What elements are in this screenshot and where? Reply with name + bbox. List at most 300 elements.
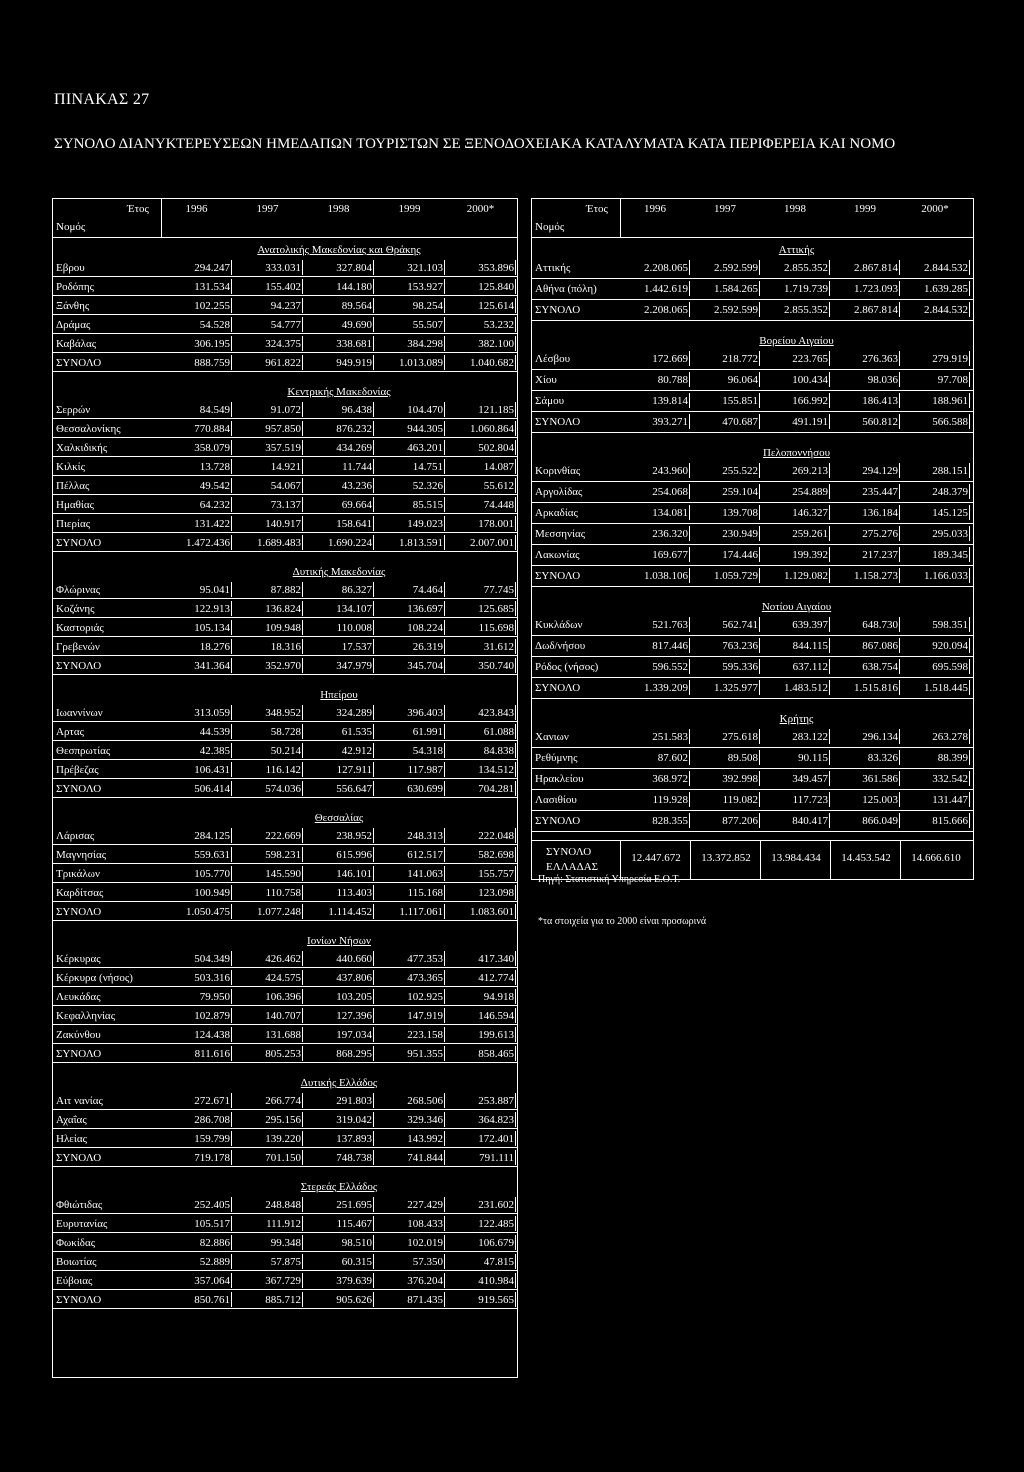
value-cell: 136.184 <box>862 507 898 519</box>
value-cell: 2.844.532 <box>924 304 968 316</box>
value-cell: 1.584.265 <box>714 283 758 295</box>
value-cell: 43.236 <box>341 480 372 492</box>
cell-separator <box>515 951 516 966</box>
value-cell: 1.518.445 <box>924 682 968 694</box>
value-cell: 1.639.285 <box>924 283 968 295</box>
table-row <box>53 1195 517 1214</box>
value-cell: 1.060.864 <box>470 423 514 435</box>
table-row <box>53 258 517 277</box>
value-cell: 1.719.739 <box>784 283 828 295</box>
value-cell: 115.467 <box>336 1218 372 1230</box>
value-cell: 885.712 <box>265 1294 301 1306</box>
header-separator <box>620 199 621 237</box>
table-row <box>532 300 973 321</box>
year-header: 1998 <box>327 203 350 215</box>
value-cell: 338.681 <box>336 338 372 350</box>
value-cell: 125.840 <box>478 281 514 293</box>
prefecture-name: ΣΥΝΟΛΟ <box>535 570 581 582</box>
value-cell: 54.318 <box>412 745 443 757</box>
prefecture-name: Φλώρινας <box>56 584 101 596</box>
value-cell: 345.704 <box>407 660 443 672</box>
value-cell: 80.788 <box>657 374 688 386</box>
value-cell: 920.094 <box>932 640 968 652</box>
region-heading: Θεσσαλίας <box>314 812 364 824</box>
prefecture-name: Αιτ νανίας <box>56 1095 103 1107</box>
cell-separator <box>515 885 516 900</box>
value-cell: 473.365 <box>407 972 443 984</box>
value-cell: 324.289 <box>336 707 372 719</box>
value-cell: 701.150 <box>265 1152 301 1164</box>
value-cell: 117.723 <box>792 794 828 806</box>
value-cell: 248.313 <box>407 830 443 842</box>
cell-separator <box>515 781 516 796</box>
value-cell: 595.336 <box>722 661 758 673</box>
cell-separator <box>515 1197 516 1212</box>
prefecture-name: ΣΥΝΟΛΟ <box>56 783 102 795</box>
value-cell: 52.889 <box>199 1256 230 1268</box>
value-cell: 235.447 <box>862 486 898 498</box>
prefecture-name: Ηρακλείου <box>535 773 584 785</box>
value-cell: 639.397 <box>792 619 828 631</box>
cell-separator <box>969 659 970 674</box>
value-cell: 89.508 <box>727 752 758 764</box>
table-row <box>53 277 517 296</box>
prefecture-name: Μαγνησίας <box>56 849 107 861</box>
value-cell: 868.295 <box>336 1048 372 1060</box>
value-cell: 503.316 <box>194 972 230 984</box>
value-cell: 97.708 <box>937 374 968 386</box>
value-cell: 840.417 <box>792 815 828 827</box>
prefecture-name: Κοζάνης <box>56 603 95 615</box>
value-cell: 1.689.483 <box>257 537 301 549</box>
value-cell: 83.326 <box>867 752 898 764</box>
year-header: 1999 <box>398 203 421 215</box>
value-cell: 2.592.599 <box>714 304 758 316</box>
value-cell: 57.350 <box>412 1256 443 1268</box>
prefecture-name: Λακωνίας <box>535 549 580 561</box>
table-row <box>53 864 517 883</box>
value-cell: 139.220 <box>265 1133 301 1145</box>
value-cell: 155.851 <box>722 395 758 407</box>
cell-separator <box>515 582 516 597</box>
prefecture-name: Λασιθίου <box>535 794 577 806</box>
value-cell: 50.214 <box>270 745 301 757</box>
value-cell: 90.115 <box>798 752 828 764</box>
cell-separator <box>515 762 516 777</box>
value-cell: 131.447 <box>932 794 968 806</box>
value-cell: 103.205 <box>336 991 372 1003</box>
value-cell: 124.438 <box>194 1029 230 1041</box>
value-cell: 491.191 <box>792 416 828 428</box>
value-cell: 888.759 <box>194 357 230 369</box>
table-row <box>53 1148 517 1167</box>
value-cell: 57.875 <box>270 1256 301 1268</box>
value-cell: 255.522 <box>722 465 758 477</box>
value-cell: 347.979 <box>336 660 372 672</box>
value-cell: 102.255 <box>194 300 230 312</box>
prefecture-name: Φωκίδας <box>56 1237 96 1249</box>
cell-separator <box>969 547 970 562</box>
value-cell: 521.763 <box>652 619 688 631</box>
year-header: 1998 <box>784 203 806 215</box>
value-cell: 2.208.065 <box>644 262 688 274</box>
value-cell: 905.626 <box>336 1294 372 1306</box>
prefecture-name: Σερρών <box>56 404 91 416</box>
year-header-label: Έτος <box>127 203 149 215</box>
year-header-label: Έτος <box>586 203 608 215</box>
value-cell: 1.038.106 <box>644 570 688 582</box>
prefecture-name: Εύβοιας <box>56 1275 93 1287</box>
year-header: 2000* <box>921 203 949 215</box>
value-cell: 1.013.089 <box>399 357 443 369</box>
table-row <box>532 524 973 545</box>
table-row <box>532 391 973 412</box>
value-cell: 111.912 <box>266 1218 301 1230</box>
value-cell: 123.098 <box>478 887 514 899</box>
value-cell: 630.699 <box>407 783 443 795</box>
prefecture-name: Ρεθύμνης <box>535 752 578 764</box>
cell-separator <box>515 743 516 758</box>
cell-separator <box>969 771 970 786</box>
region-heading: Στερεάς Ελλάδος <box>300 1181 378 1193</box>
prefecture-header-label: Νομός <box>56 221 86 233</box>
value-cell: 139.814 <box>652 395 688 407</box>
value-cell: 49.690 <box>341 319 372 331</box>
table-row <box>532 279 973 300</box>
value-cell: 877.206 <box>722 815 758 827</box>
value-cell: 423.843 <box>478 707 514 719</box>
value-cell: 13.728 <box>199 461 230 473</box>
section-gap <box>53 552 517 560</box>
value-cell: 61.088 <box>483 726 514 738</box>
cell-separator <box>515 355 516 370</box>
cell-separator <box>515 535 516 550</box>
prefecture-name: Γρεβενών <box>56 641 100 653</box>
cell-separator <box>515 1093 516 1108</box>
value-cell: 615.996 <box>336 849 372 861</box>
table-row <box>532 258 973 279</box>
prefecture-name: Ρόδος (νήσος) <box>535 661 599 673</box>
value-cell: 876.232 <box>336 423 372 435</box>
value-cell: 53.232 <box>483 319 514 331</box>
value-cell: 143.992 <box>407 1133 443 1145</box>
value-cell: 805.253 <box>265 1048 301 1060</box>
prefecture-name: ΣΥΝΟΛΟ <box>56 660 102 672</box>
value-cell: 44.539 <box>199 726 230 738</box>
value-cell: 61.535 <box>341 726 372 738</box>
value-cell: 1.723.093 <box>854 283 898 295</box>
value-cell: 719.178 <box>194 1152 230 1164</box>
value-cell: 89.564 <box>341 300 372 312</box>
table-row <box>53 949 517 968</box>
value-cell: 55.507 <box>412 319 443 331</box>
table-row <box>53 703 517 722</box>
prefecture-name: Αρτας <box>56 726 84 738</box>
value-cell: 817.446 <box>652 640 688 652</box>
prefecture-name: ΣΥΝΟΛΟ <box>56 1152 102 1164</box>
table-row <box>53 296 517 315</box>
value-cell: 125.685 <box>478 603 514 615</box>
cell-separator <box>515 1254 516 1269</box>
year-header: 1997 <box>256 203 279 215</box>
value-cell: 867.086 <box>862 640 898 652</box>
prefecture-name: Πέλλας <box>56 480 90 492</box>
value-cell: 31.612 <box>483 641 514 653</box>
value-cell: 279.919 <box>932 353 968 365</box>
source-note: Πηγή: Στατιστική Υπηρεσία Ε.Ο.Τ. <box>538 874 681 885</box>
value-cell: 140.707 <box>265 1010 301 1022</box>
value-cell: 17.537 <box>341 641 372 653</box>
value-cell: 412.774 <box>478 972 514 984</box>
value-cell: 100.434 <box>792 374 828 386</box>
cell-separator <box>969 568 970 583</box>
cell-separator <box>515 970 516 985</box>
prefecture-name: ΣΥΝΟΛΟ <box>56 357 102 369</box>
cell-separator <box>515 620 516 635</box>
prefecture-name: Ημαθίας <box>56 499 94 511</box>
year-header: 1999 <box>854 203 876 215</box>
value-cell: 1.114.452 <box>328 906 372 918</box>
value-cell: 350.740 <box>478 660 514 672</box>
cell-separator <box>515 989 516 1004</box>
cell-separator <box>969 792 970 807</box>
value-cell: 222.048 <box>478 830 514 842</box>
value-cell: 1.483.512 <box>784 682 828 694</box>
value-cell: 329.346 <box>407 1114 443 1126</box>
value-cell: 253.887 <box>478 1095 514 1107</box>
value-cell: 434.269 <box>336 442 372 454</box>
value-cell: 393.271 <box>652 416 688 428</box>
cell-separator <box>515 828 516 843</box>
table-row <box>53 902 517 921</box>
cell-separator <box>515 866 516 881</box>
table-row <box>532 461 973 482</box>
cell-separator <box>969 617 970 632</box>
region-heading: Ανατολικής Μακεδονίας και Θράκης <box>257 244 421 256</box>
value-cell: 11.744 <box>342 461 372 473</box>
prefecture-name: Μεσσηνίας <box>535 528 586 540</box>
value-cell: 1.050.475 <box>186 906 230 918</box>
value-cell: 259.261 <box>792 528 828 540</box>
value-cell: 295.033 <box>932 528 968 540</box>
value-cell: 217.237 <box>862 549 898 561</box>
prefecture-name: Κέρκυρας <box>56 953 101 965</box>
table-row <box>532 636 973 657</box>
value-cell: 131.422 <box>194 518 230 530</box>
section-gap <box>53 675 517 683</box>
right-table <box>531 198 974 880</box>
value-cell: 275.618 <box>722 731 758 743</box>
prefecture-name: Λάρισας <box>56 830 95 842</box>
value-cell: 333.031 <box>265 262 301 274</box>
value-cell: 98.254 <box>412 300 443 312</box>
value-cell: 172.669 <box>652 353 688 365</box>
value-cell: 417.340 <box>478 953 514 965</box>
table-row <box>53 1091 517 1110</box>
prefecture-name: Πιερίας <box>56 518 91 530</box>
prefecture-name: Ζακύνθου <box>56 1029 101 1041</box>
table-row <box>532 657 973 678</box>
value-cell: 850.761 <box>194 1294 230 1306</box>
value-cell: 169.677 <box>652 549 688 561</box>
cell-separator <box>969 260 970 275</box>
value-cell: 949.919 <box>336 357 372 369</box>
cell-separator <box>969 729 970 744</box>
prefecture-name: Καβάλας <box>56 338 97 350</box>
value-cell: 116.142 <box>265 764 301 776</box>
value-cell: 770.884 <box>194 423 230 435</box>
prefecture-name: Κεφαλληνίας <box>56 1010 116 1022</box>
value-cell: 146.327 <box>792 507 828 519</box>
prefecture-name: Θεσσαλονίκης <box>56 423 121 435</box>
cell-separator <box>515 260 516 275</box>
value-cell: 283.122 <box>792 731 828 743</box>
grand-total-value: 14.666.610 <box>911 852 961 864</box>
value-cell: 815.666 <box>932 815 968 827</box>
value-cell: 102.879 <box>194 1010 230 1022</box>
value-cell: 199.613 <box>478 1029 514 1041</box>
value-cell: 957.850 <box>265 423 301 435</box>
section-gap <box>53 1063 517 1071</box>
value-cell: 327.804 <box>336 262 372 274</box>
value-cell: 42.912 <box>341 745 372 757</box>
value-cell: 88.399 <box>937 752 968 764</box>
value-cell: 105.134 <box>194 622 230 634</box>
value-cell: 96.438 <box>341 404 372 416</box>
table-row <box>532 503 973 524</box>
prefecture-name: Χαλκιδικής <box>56 442 108 454</box>
value-cell: 1.442.619 <box>644 283 688 295</box>
value-cell: 119.082 <box>722 794 758 806</box>
value-cell: 248.379 <box>932 486 968 498</box>
section-gap <box>53 1309 517 1317</box>
prefecture-name: Φθιώτιδας <box>56 1199 103 1211</box>
value-cell: 1.339.209 <box>644 682 688 694</box>
value-cell: 230.949 <box>722 528 758 540</box>
value-cell: 113.403 <box>336 887 372 899</box>
section-gap <box>53 1167 517 1175</box>
cell-separator <box>515 1112 516 1127</box>
value-cell: 1.077.248 <box>257 906 301 918</box>
value-cell: 95.041 <box>199 584 230 596</box>
table-row <box>53 618 517 637</box>
value-cell: 266.774 <box>265 1095 301 1107</box>
value-cell: 410.984 <box>478 1275 514 1287</box>
table-row <box>53 1006 517 1025</box>
value-cell: 82.886 <box>199 1237 230 1249</box>
value-cell: 96.064 <box>727 374 758 386</box>
table-row <box>53 637 517 656</box>
value-cell: 125.614 <box>478 300 514 312</box>
value-cell: 506.414 <box>194 783 230 795</box>
value-cell: 140.917 <box>265 518 301 530</box>
region-heading: Πελοποννήσου <box>762 447 831 459</box>
value-cell: 109.948 <box>265 622 301 634</box>
value-cell: 155.757 <box>478 868 514 880</box>
cell-separator <box>515 1273 516 1288</box>
value-cell: 384.298 <box>407 338 443 350</box>
cell-separator <box>515 402 516 417</box>
value-cell: 919.565 <box>478 1294 514 1306</box>
cell-separator <box>515 904 516 919</box>
cell-separator <box>969 414 970 429</box>
value-cell: 94.918 <box>483 991 514 1003</box>
value-cell: 153.927 <box>407 281 443 293</box>
prefecture-name: Χίου <box>535 374 557 386</box>
cell-separator <box>515 1131 516 1146</box>
value-cell: 86.327 <box>341 584 372 596</box>
value-cell: 155.402 <box>265 281 301 293</box>
value-cell: 188.961 <box>932 395 968 407</box>
page-title: ΠΙΝΑΚΑΣ 27 <box>54 91 150 108</box>
value-cell: 306.195 <box>194 338 230 350</box>
value-cell: 2.855.352 <box>784 304 828 316</box>
prefecture-name: Αθήνα (πόλη) <box>535 283 597 295</box>
value-cell: 121.185 <box>478 404 514 416</box>
value-cell: 741.844 <box>407 1152 443 1164</box>
prefecture-name: Αρκαδίας <box>535 507 578 519</box>
value-cell: 119.928 <box>652 794 688 806</box>
region-heading: Βορείου Αιγαίου <box>759 335 834 347</box>
value-cell: 353.896 <box>478 262 514 274</box>
table-row <box>53 1110 517 1129</box>
value-cell: 197.034 <box>336 1029 372 1041</box>
value-cell: 254.068 <box>652 486 688 498</box>
value-cell: 2.592.599 <box>714 262 758 274</box>
table-row <box>53 315 517 334</box>
cell-separator <box>969 638 970 653</box>
table-row <box>53 533 517 552</box>
table-row <box>53 760 517 779</box>
value-cell: 637.112 <box>792 661 828 673</box>
value-cell: 94.237 <box>270 300 301 312</box>
value-cell: 47.815 <box>483 1256 514 1268</box>
value-cell: 828.355 <box>652 815 688 827</box>
value-cell: 596.552 <box>652 661 688 673</box>
value-cell: 2.867.814 <box>854 304 898 316</box>
prefecture-name: Δράμας <box>56 319 91 331</box>
cell-separator <box>969 463 970 478</box>
value-cell: 866.049 <box>862 815 898 827</box>
cell-separator <box>969 813 970 828</box>
table-row <box>53 400 517 419</box>
value-cell: 252.405 <box>194 1199 230 1211</box>
value-cell: 98.510 <box>341 1237 372 1249</box>
value-cell: 106.396 <box>265 991 301 1003</box>
value-cell: 748.738 <box>336 1152 372 1164</box>
header-separator <box>161 199 162 237</box>
cell-separator <box>515 1046 516 1061</box>
table-row <box>53 419 517 438</box>
cell-separator <box>515 1150 516 1165</box>
section-gap <box>532 699 973 707</box>
cell-separator <box>969 372 970 387</box>
cell-separator <box>515 421 516 436</box>
value-cell: 470.687 <box>722 416 758 428</box>
table-row <box>532 727 973 748</box>
table-row <box>53 353 517 372</box>
value-cell: 238.952 <box>336 830 372 842</box>
value-cell: 85.515 <box>412 499 443 511</box>
value-cell: 313.059 <box>194 707 230 719</box>
value-cell: 52.326 <box>412 480 443 492</box>
table-header <box>53 199 517 238</box>
value-cell: 357.064 <box>194 1275 230 1287</box>
value-cell: 222.669 <box>265 830 301 842</box>
value-cell: 84.838 <box>483 745 514 757</box>
grand-total-value: 13.984.434 <box>771 852 821 864</box>
value-cell: 243.960 <box>652 465 688 477</box>
